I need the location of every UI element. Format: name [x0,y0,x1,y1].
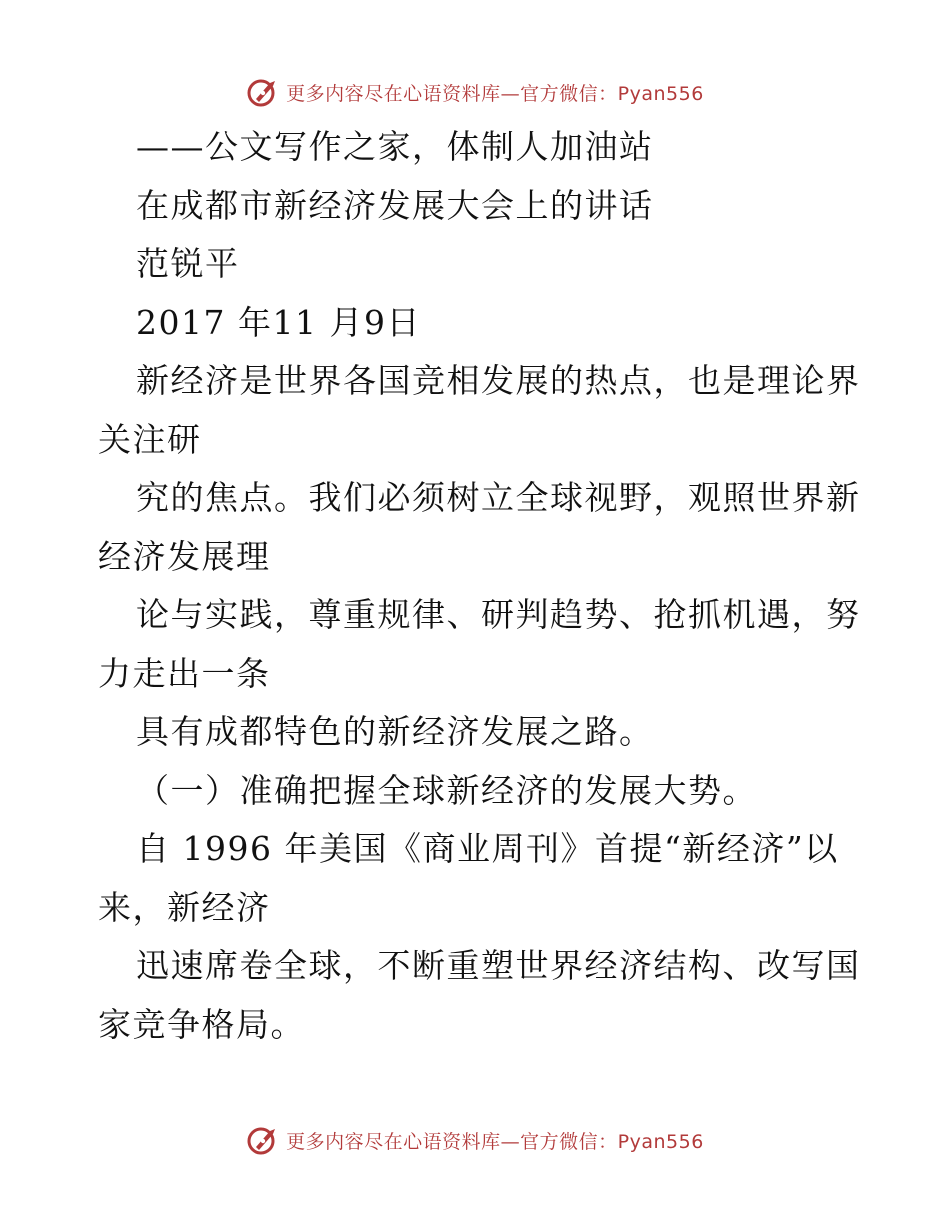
section-heading: （一）准确把握全球新经济的发展大势。 [136,770,757,810]
doc-line: 具有成都特色的新经济发展之路。 [136,712,654,751]
doc-line: 迅速席卷全球，不断重塑世界经济结构、改写国 [136,946,861,985]
wechat-id: Pyan556 [617,1130,704,1153]
pen-nib-circle-icon [246,75,280,109]
speech-date: 2017 年11 月9日 [136,302,421,342]
speech-title: 在成都市新经济发展大会上的讲话 [136,185,654,225]
doc-line: 究的焦点。我们必须树立全球视野，观照世界新 [136,478,861,517]
doc-line: 经济发展理 [98,536,271,576]
speaker-name: 范锐平 [136,244,240,283]
pen-nib-circle-icon [246,1123,280,1157]
doc-line: 家竞争格局。 [98,1004,305,1044]
doc-line: 来，新经济 [98,887,271,927]
doc-line: ——公文写作之家，体制人加油站 [136,127,654,166]
header-banner [0,72,950,112]
doc-line: 关注研 [98,419,202,459]
footer-banner [0,1120,950,1160]
doc-line: 新经济是世界各国竞相发展的热点，也是理论界 [136,361,861,400]
doc-line: 自 1996 年美国《商业周刊》首提“新经济”以 [136,829,839,868]
doc-line: 论与实践，尊重规律、研判趋势、抢抓机遇，努 [136,595,861,634]
doc-line: 力走出一条 [98,653,271,693]
wechat-id: Pyan556 [617,82,704,105]
banner-text: 更多内容尽在心语资料库—官方微信：Pyan556 [286,1130,704,1153]
banner-text: 更多内容尽在心语资料库—官方微信：Pyan556 [286,82,704,105]
document-body [98,118,861,1054]
